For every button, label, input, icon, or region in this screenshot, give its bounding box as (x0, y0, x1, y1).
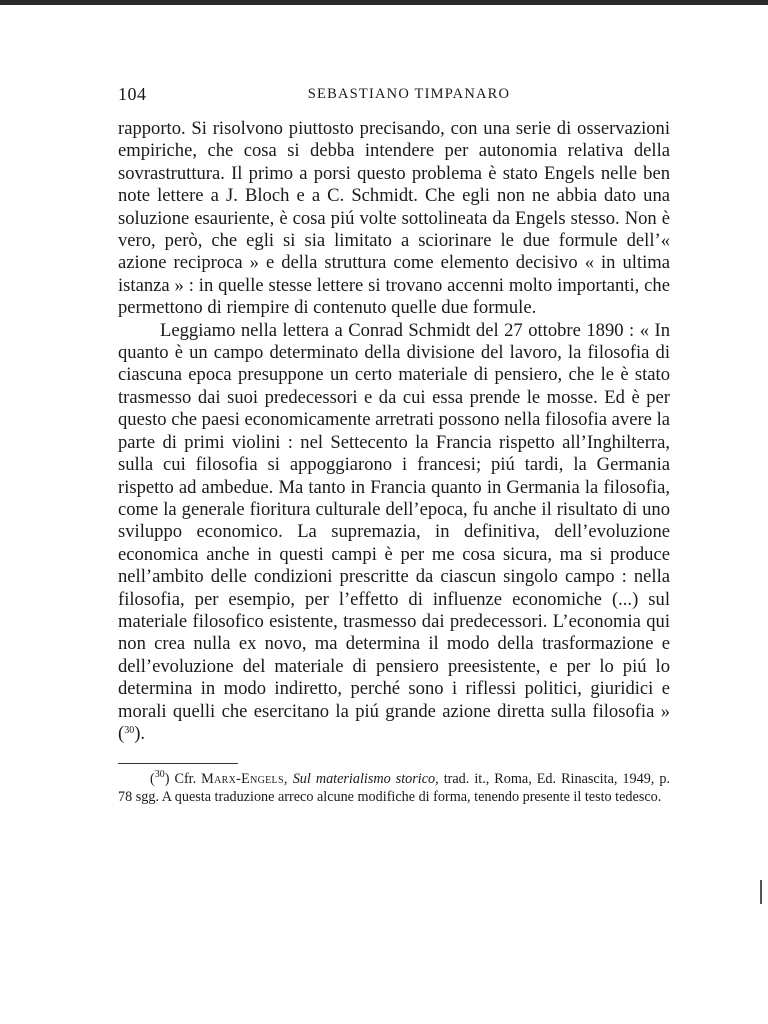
running-head (118, 84, 670, 106)
footnote-rest: trad. it., Roma, Ed. Rinascita, 1949, p. 78 sgg. A questa traduzione arreco alcune modifiche di forma, tenendo presente il testo tedesco. (118, 771, 670, 806)
footnote: ($^{30}$) Cfr. Marx-Engels, Sul materialismo storico, trad. it., Roma, Ed. Rinascita, 1949, p. 78 sgg. A questa traduzione arreco alcune modifiche di forma, tenendo presente il testo tedesco. (118, 769, 670, 806)
book-page (118, 84, 670, 806)
footnote-work-title: Sul materialismo storico, (292, 771, 439, 788)
page-number: 104 (118, 84, 147, 104)
footnote-marker: 30 (154, 769, 165, 781)
paragraph-2-text: Leggiamo nella lettera a Conrad Schmidt del 27 ottobre 1890 : « In quanto è un campo determinato della divisione del lavoro, la filosofia di ciascuna epoca presuppone un certo materiale di pensiero, che le è stato trasmesso dai suoi predecessori e da cui essa prende le mosse. Ed è per questo che paesi economicamente arretrati possono nella filosofia avere la parte di primi violini : nel Settecento la Francia rispetto all’Inghilterra, sulla cui filosofia si appoggiarono i francesi; piú tardi, la Germania rispetto ad ambedue. Ma tanto in Francia quanto in Germania la filosofia, come la generale fioritura culturale dell’epoca, fu anche il risultato di uno sviluppo economico. La supremazia, in definitiva, dell’evoluzione economica anche in questi campi è per me cosa sicura, ma si produce nell’ambito delle condizioni prescritte da ciascun singolo campo : nella filosofia, per esempio, per l’effetto di influenze economiche (...) sul materiale filosofico esistente, trasmesso dai predecessori. L’economia qui non crea nulla ex novo, ma determina il modo della trasformazione e dell’evoluzione del materiale di pensiero preesistente, e per lo piú lo determina in modo indiretto, perché sono i riflessi politici, giuridici e morali quelli che esercitano la piú grande azione diretta sulla filosofia » (118, 319, 670, 722)
footnote-author: Marx-Engels, (201, 771, 288, 788)
paragraph-1: rapporto. Si risolvono piuttosto precisando, con una serie di osservazioni empiriche, che cosa si debba intendere per autonomia relativa della sovrastruttura. Il primo a porsi questo problema è stato Engels nelle ben note lettere a J. Bloch e a C. Schmidt. Che egli non ne abbia dato una soluzione esauriente, è cosa piú volte sottolineata da Engels stesso. Non è vero, però, che egli si sia limitato a sciorinare le due formule dell’« azione reciproca » e della struttura come elemento decisivo « in ultima istanza » : in quelle stesse lettere si trovano accenni molto importanti, che permettono di riempire di contenuto quelle due formule. (118, 118, 670, 319)
top-edge-rule (0, 0, 768, 5)
body-text (118, 118, 670, 745)
running-title: SEBASTIANO TIMPANARO (307, 86, 511, 102)
footnote-reference: 30 (124, 724, 135, 736)
paragraph-2: Leggiamo nella lettera a Conrad Schmidt del 27 ottobre 1890 : « In quanto è un campo determinato della divisione del lavoro, la filosofia di ciascuna epoca presuppone un certo materiale di pensiero, che le è stato trasmesso dai suoi predecessori e da cui essa prende le mosse. Ed è per questo che paesi economicamente arretrati possono nella filosofia avere la parte di primi violini : nel Settecento la Francia rispetto all’Inghilterra, sulla cui filosofia si appoggiarono i francesi; piú tardi, la Germania rispetto ad ambedue. Ma tanto in Francia quanto in Germania la filosofia, come la generale fioritura culturale dell’epoca, fu anche il risultato di uno sviluppo economico. La supremazia, in definitiva, dell’evoluzione economica anche in questi campi è per me cosa sicura, ma si produce nell’ambito delle condizioni prescritte da ciascun singolo campo : nella filosofia, per esempio, per l’effetto di influenze economiche (...) sul materiale filosofico esistente, trasmesso dai predecessori. L’economia qui non crea nulla ex novo, ma determina il modo della trasformazione e dell’evoluzione del materiale di pensiero preesistente, e per lo piú lo determina in modo indiretto, perché sono i riflessi politici, giuridici e morali quelli che esercitano la piú grande azione diretta sulla filosofia » ($^{30}$). (118, 319, 670, 744)
footnote-rule (118, 763, 238, 764)
margin-mark (760, 880, 762, 904)
